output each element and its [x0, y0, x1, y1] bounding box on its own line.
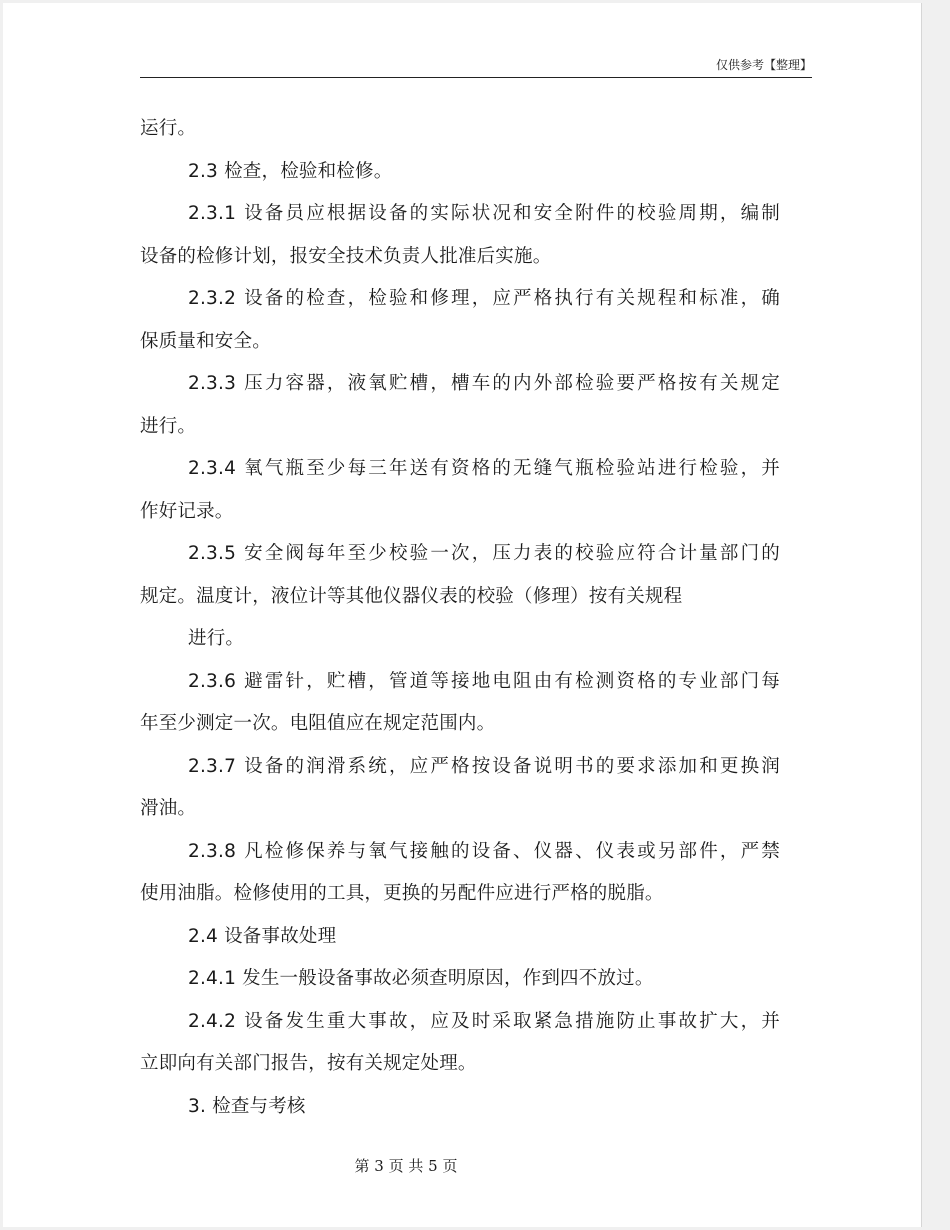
text-line: 作好记录。: [140, 500, 234, 522]
text-line: 2.3.5 安全阀每年至少校验一次，压力表的校验应符合计量部门的: [188, 543, 780, 564]
text-line: 2.3.6 避雷针，贮槽，管道等接地电阻由有检测资格的专业部门每: [188, 670, 780, 692]
text-line: 进行。: [140, 415, 197, 437]
text-line: 2.3.1 设备员应根据设备的实际状况和安全附件的校验周期，编制: [188, 203, 780, 224]
page-number-footer: 第 3 页 共 5 页: [354, 1157, 458, 1175]
text-line: 保质量和安全。: [140, 330, 271, 352]
document-body: [140, 108, 780, 1128]
header-divider: [140, 77, 812, 78]
text-line: 规定。温度计，液位计等其他仪器仪表的校验（修理）按有关规程: [140, 585, 683, 607]
text-line: 2.3.2 设备的检查，检验和修理，应严格执行有关规程和标准，确: [188, 288, 780, 309]
text-line: 2.3.7 设备的润滑系统，应严格按设备说明书的要求添加和更换润: [188, 755, 780, 777]
text-line: 2.3.8 凡检修保养与氧气接触的设备、仪器、仪表或另部件，严禁: [188, 840, 780, 862]
page-header: 仅供参考【整理】: [715, 58, 812, 72]
text-line: 立即向有关部门报告，按有关规定处理。: [140, 1053, 477, 1074]
text-line: 运行。: [140, 118, 197, 139]
text-line: 使用油脂。检修使用的工具，更换的另配件应进行严格的脱脂。: [140, 883, 664, 904]
text-line: 2.3.4 氧气瓶至少每三年送有资格的无缝气瓶检验站进行检验，并: [188, 458, 780, 479]
document-page: [3, 3, 922, 1227]
text-line: 年至少测定一次。电阻值应在规定范围内。: [140, 713, 496, 734]
section-heading: 2.4 设备事故处理: [188, 925, 337, 947]
text-line: 进行。: [188, 628, 245, 649]
text-line: 2.3.3 压力容器，液氧贮槽，槽车的内外部检验要严格按有关规定: [188, 373, 780, 394]
text-line: 2.4.2 设备发生重大事故，应及时采取紧急措施防止事故扩大，并: [188, 1010, 780, 1032]
text-line: 滑油。: [140, 798, 197, 819]
text-line: 设备的检修计划，报安全技术负责人批准后实施。: [140, 245, 552, 267]
section-heading: 3. 检查与考核: [188, 1095, 306, 1117]
section-heading: 2.3 检查，检验和检修。: [188, 160, 393, 182]
text-line: 2.4.1 发生一般设备事故必须查明原因，作到四不放过。: [188, 968, 654, 989]
